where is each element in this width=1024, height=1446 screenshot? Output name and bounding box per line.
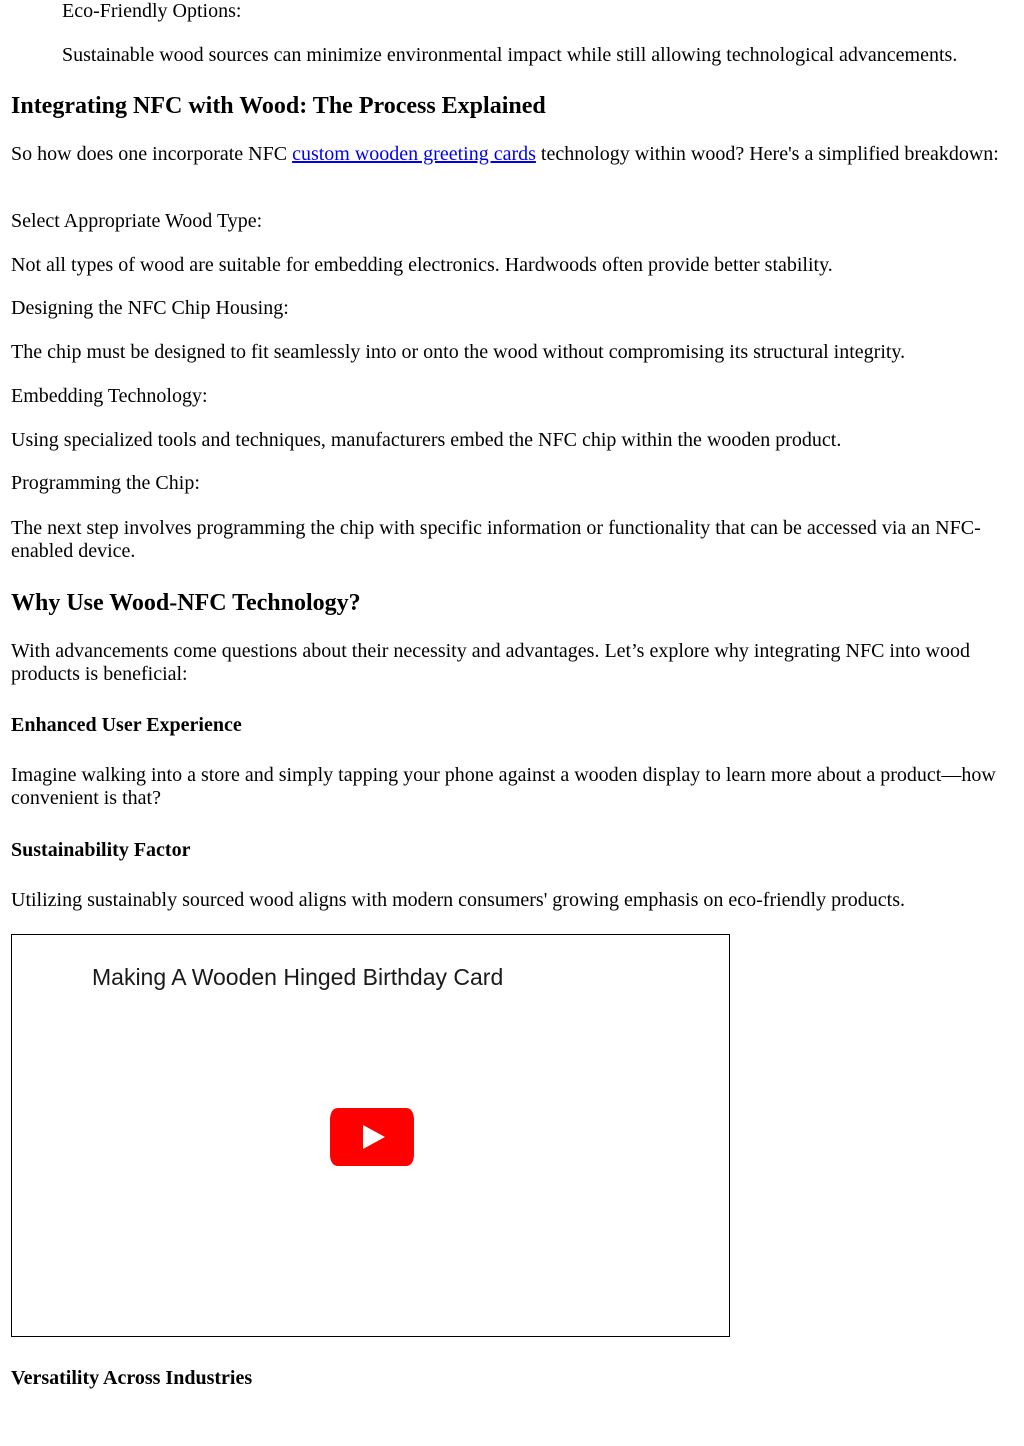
process-intro-after: technology within wood? Here's a simplified breakdown: [535,143,999,165]
eco-text: Sustainable wood sources can minimize environmental impact while still allowing technological advancements. [62,44,958,66]
step-title: Select Appropriate Wood Type: [11,210,263,232]
eco-label: Eco-Friendly Options: [62,0,242,22]
why-heading: Why Use Wood-NFC Technology? [11,590,361,616]
step-text: Not all types of wood are suitable for embedding electronics. Hardwoods often provide better stability. [11,254,833,276]
step-title: Programming the Chip: [11,472,200,494]
youtube-play-icon [328,1106,416,1168]
step-text: The next step involves programming the chip with specific information or functionality that can be accessed via an NFC-enabled device. [11,517,981,562]
process-intro [11,143,1011,166]
step-title: Embedding Technology: [11,385,208,407]
sustain-heading: Sustainability Factor [11,839,191,861]
step-text: Using specialized tools and techniques, manufacturers embed the NFC chip within the wooden product. [11,429,842,451]
versatility-heading: Versatility Across Industries [11,1367,253,1389]
step-text: The chip must be designed to fit seamlessly into or onto the wood without compromising its structural integrity. [11,341,906,363]
custom-wooden-greeting-cards-link[interactable]: custom wooden greeting cards [292,143,536,165]
process-intro-before: So how does one incorporate NFC [11,143,293,165]
ux-heading: Enhanced User Experience [11,714,242,736]
ux-text: Imagine walking into a store and simply tapping your phone against a wooden display to learn more about a product—how convenient is that? [11,764,996,809]
step-title: Designing the NFC Chip Housing: [11,297,289,319]
video-embed[interactable] [11,934,730,1337]
process-heading: Integrating NFC with Wood: The Process Explained [11,93,546,119]
why-intro: With advancements come questions about their necessity and advantages. Let’s explore why integrating NFC into wood products is beneficial: [11,640,970,685]
video-title[interactable]: Making A Wooden Hinged Birthday Card [92,964,504,990]
sustain-text: Utilizing sustainably sourced wood aligns with modern consumers' growing emphasis on eco-friendly products. [11,889,905,911]
play-button[interactable] [328,1106,416,1168]
